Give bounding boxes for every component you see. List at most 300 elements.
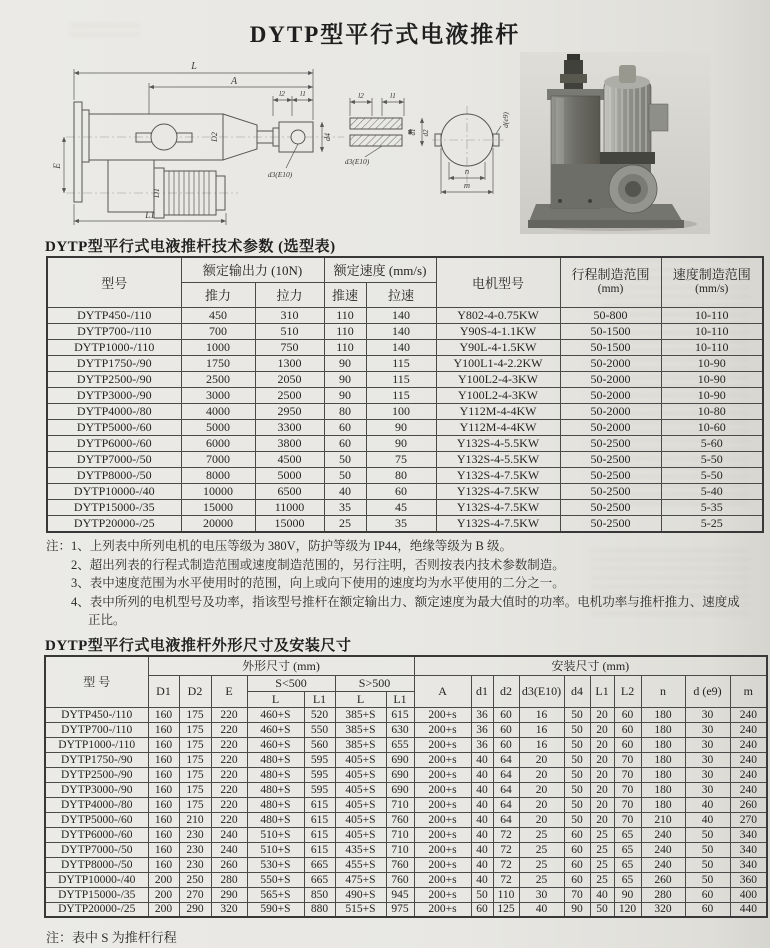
- col-speed-range-unit: (mm/s): [695, 283, 729, 296]
- table-row: [47, 435, 763, 451]
- value-cell: 6500: [255, 483, 324, 499]
- value-cell: 515+S: [335, 902, 386, 917]
- value-cell: 50: [685, 872, 730, 887]
- value-cell: 65: [614, 827, 641, 842]
- value-cell: 455+S: [335, 857, 386, 872]
- value-cell: Y132S-4-7.5KW: [436, 515, 560, 532]
- value-cell: 70: [614, 767, 641, 782]
- table-row: [47, 355, 763, 371]
- value-cell: 6000: [181, 435, 255, 451]
- value-cell: 260: [641, 872, 685, 887]
- table-row: [47, 371, 763, 387]
- value-cell: 435+S: [335, 842, 386, 857]
- value-cell: 690: [386, 767, 414, 782]
- table-row: [47, 387, 763, 403]
- value-cell: 25: [590, 842, 614, 857]
- value-cell: 50-2500: [560, 499, 661, 515]
- model-cell: DYTP6000-/60: [47, 435, 181, 451]
- col-n: n: [641, 675, 685, 707]
- value-cell: 200+s: [414, 857, 471, 872]
- value-cell: 5-60: [661, 435, 763, 451]
- value-cell: 50: [590, 902, 614, 917]
- value-cell: 710: [386, 797, 414, 812]
- value-cell: 20000: [181, 515, 255, 532]
- value-cell: 10-110: [661, 323, 763, 339]
- value-cell: 160: [148, 707, 179, 722]
- value-cell: 270: [730, 812, 767, 827]
- model-cell: DYTP4000-/80: [47, 403, 181, 419]
- value-cell: 160: [148, 737, 179, 752]
- col-push-force: 推力: [181, 282, 255, 307]
- value-cell: 25: [324, 515, 366, 532]
- col-pull-speed: 拉速: [366, 282, 436, 307]
- value-cell: 290: [211, 887, 247, 902]
- col-d2: d2: [493, 675, 519, 707]
- model-cell: DYTP10000-/40: [47, 483, 181, 499]
- technical-drawing: [52, 56, 514, 234]
- value-cell: 480+S: [247, 797, 304, 812]
- value-cell: Y132S-4-5.5KW: [436, 451, 560, 467]
- value-cell: 560: [304, 737, 335, 752]
- value-cell: 880: [304, 902, 335, 917]
- value-cell: 50-2500: [560, 515, 661, 532]
- value-cell: 110: [324, 323, 366, 339]
- value-cell: 40: [590, 887, 614, 902]
- table-row: [45, 797, 767, 812]
- notes-label: 注：: [46, 539, 72, 553]
- value-cell: 60: [324, 419, 366, 435]
- value-cell: 220: [211, 797, 247, 812]
- model-cell: DYTP7000-/50: [47, 451, 181, 467]
- value-cell: 40: [471, 782, 493, 797]
- value-cell: 60: [564, 872, 590, 887]
- value-cell: 70: [614, 812, 641, 827]
- value-cell: 115: [366, 371, 436, 387]
- col-d-e9: d (e9): [685, 675, 730, 707]
- value-cell: 615: [304, 797, 335, 812]
- dim-label-l2: l2: [279, 89, 285, 98]
- table-row: [45, 812, 767, 827]
- value-cell: 180: [641, 752, 685, 767]
- model-cell: DYTP450-/110: [45, 707, 148, 722]
- col-stroke-range-label: 行程制造范围: [571, 267, 650, 283]
- value-cell: 700: [181, 323, 255, 339]
- col-A: A: [414, 675, 471, 707]
- value-cell: 10-110: [661, 307, 763, 323]
- value-cell: 200+s: [414, 812, 471, 827]
- notes-block: [46, 537, 752, 630]
- value-cell: 8000: [181, 467, 255, 483]
- value-cell: 2950: [255, 403, 324, 419]
- table-row: [45, 737, 767, 752]
- dim-label-l1: l1: [300, 89, 306, 98]
- value-cell: 175: [179, 737, 211, 752]
- value-cell: 20: [519, 767, 564, 782]
- value-cell: 20: [519, 797, 564, 812]
- product-photo: [520, 52, 710, 234]
- value-cell: 60: [471, 902, 493, 917]
- value-cell: 140: [366, 339, 436, 355]
- value-cell: 750: [255, 339, 324, 355]
- value-cell: 460+S: [247, 722, 304, 737]
- value-cell: 11000: [255, 499, 324, 515]
- value-cell: 655: [386, 737, 414, 752]
- col-L1-lt: L1: [304, 691, 335, 707]
- value-cell: 20: [590, 722, 614, 737]
- value-cell: 50-2000: [560, 419, 661, 435]
- value-cell: 15000: [181, 499, 255, 515]
- value-cell: 210: [179, 812, 211, 827]
- model-cell: DYTP1000-/110: [47, 339, 181, 355]
- col-speed-range-label: 速度制造范围: [672, 267, 751, 283]
- value-cell: 160: [148, 752, 179, 767]
- value-cell: 120: [614, 902, 641, 917]
- value-cell: 40: [685, 797, 730, 812]
- table-row: [47, 483, 763, 499]
- col-d1: d1: [471, 675, 493, 707]
- value-cell: 595: [304, 752, 335, 767]
- value-cell: 90: [324, 355, 366, 371]
- value-cell: 760: [386, 857, 414, 872]
- col-E: E: [211, 675, 247, 707]
- value-cell: 50-2500: [560, 467, 661, 483]
- value-cell: 310: [255, 307, 324, 323]
- table-row: [47, 339, 763, 355]
- value-cell: 50: [324, 451, 366, 467]
- value-cell: 200+s: [414, 752, 471, 767]
- value-cell: 40: [471, 752, 493, 767]
- value-cell: 450: [181, 307, 255, 323]
- value-cell: 100: [366, 403, 436, 419]
- value-cell: 20: [590, 752, 614, 767]
- value-cell: 40: [471, 857, 493, 872]
- value-cell: 20: [590, 797, 614, 812]
- value-cell: 180: [641, 737, 685, 752]
- dim-label-L: L: [191, 61, 197, 72]
- value-cell: 30: [685, 752, 730, 767]
- value-cell: 280: [211, 872, 247, 887]
- value-cell: 72: [493, 827, 519, 842]
- value-cell: 60: [614, 737, 641, 752]
- value-cell: 20: [519, 752, 564, 767]
- table-row: [47, 419, 763, 435]
- value-cell: 5-35: [661, 499, 763, 515]
- value-cell: 2500: [181, 371, 255, 387]
- value-cell: 385+S: [335, 722, 386, 737]
- value-cell: 240: [211, 842, 247, 857]
- value-cell: 50: [685, 827, 730, 842]
- value-cell: 50: [685, 842, 730, 857]
- value-cell: 36: [471, 707, 493, 722]
- col-s-lt-500: S<500: [247, 675, 335, 691]
- col-model: 型 号: [45, 656, 148, 707]
- value-cell: 10-90: [661, 387, 763, 403]
- value-cell: 40: [471, 797, 493, 812]
- col-outline-group: 外形尺寸 (mm): [148, 656, 414, 675]
- note-item: 2、超出列表的行程式制造范围或速度制造范围的，另行注明，否则按表内技术参数制造。: [71, 557, 565, 572]
- value-cell: Y100L1-4-2.2KW: [436, 355, 560, 371]
- value-cell: Y132S-4-7.5KW: [436, 499, 560, 515]
- value-cell: 200+s: [414, 737, 471, 752]
- value-cell: 510: [255, 323, 324, 339]
- col-speed-range: [661, 257, 763, 307]
- value-cell: 760: [386, 872, 414, 887]
- value-cell: 20: [590, 767, 614, 782]
- value-cell: 20: [519, 812, 564, 827]
- dim-label-D2: D2: [210, 132, 219, 142]
- value-cell: 20: [590, 707, 614, 722]
- model-cell: DYTP1000-/110: [45, 737, 148, 752]
- value-cell: 615: [304, 842, 335, 857]
- value-cell: 25: [519, 857, 564, 872]
- value-cell: 50: [564, 812, 590, 827]
- value-cell: Y90L-4-1.5KW: [436, 339, 560, 355]
- value-cell: 20: [590, 812, 614, 827]
- value-cell: 760: [386, 812, 414, 827]
- value-cell: Y100L2-4-3KW: [436, 387, 560, 403]
- value-cell: 220: [211, 707, 247, 722]
- value-cell: 530+S: [247, 857, 304, 872]
- value-cell: 175: [179, 767, 211, 782]
- value-cell: 360: [730, 872, 767, 887]
- value-cell: 125: [493, 902, 519, 917]
- col-install-group: 安装尺寸 (mm): [414, 656, 767, 675]
- value-cell: 220: [211, 737, 247, 752]
- value-cell: 70: [614, 782, 641, 797]
- value-cell: 405+S: [335, 782, 386, 797]
- value-cell: 5000: [255, 467, 324, 483]
- value-cell: 50-800: [560, 307, 661, 323]
- value-cell: 50-2000: [560, 403, 661, 419]
- value-cell: 40: [685, 812, 730, 827]
- col-push-speed: 推速: [324, 282, 366, 307]
- value-cell: 200: [148, 872, 179, 887]
- value-cell: 16: [519, 722, 564, 737]
- col-pull-force: 拉力: [255, 282, 324, 307]
- col-d3E10: d3(E10): [519, 675, 564, 707]
- value-cell: 40: [324, 483, 366, 499]
- value-cell: 550+S: [247, 872, 304, 887]
- value-cell: 180: [641, 707, 685, 722]
- value-cell: 590+S: [247, 902, 304, 917]
- value-cell: 10000: [181, 483, 255, 499]
- model-cell: DYTP5000-/60: [45, 812, 148, 827]
- value-cell: 50: [564, 707, 590, 722]
- value-cell: 180: [641, 797, 685, 812]
- value-cell: 10-110: [661, 339, 763, 355]
- model-cell: DYTP15000-/35: [47, 499, 181, 515]
- value-cell: Y112M-4-4KW: [436, 403, 560, 419]
- value-cell: 45: [366, 499, 436, 515]
- value-cell: 1750: [181, 355, 255, 371]
- value-cell: 4000: [181, 403, 255, 419]
- value-cell: 200+s: [414, 872, 471, 887]
- dim-label-sec-d1: d1: [409, 128, 417, 136]
- value-cell: 50: [564, 767, 590, 782]
- value-cell: 20: [590, 737, 614, 752]
- value-cell: 20: [519, 782, 564, 797]
- col-L-lt: L: [247, 691, 304, 707]
- value-cell: 280: [641, 887, 685, 902]
- value-cell: 240: [730, 737, 767, 752]
- value-cell: 5-40: [661, 483, 763, 499]
- value-cell: 30: [685, 767, 730, 782]
- col-L2: L2: [614, 675, 641, 707]
- value-cell: 35: [366, 515, 436, 532]
- value-cell: 70: [614, 797, 641, 812]
- model-cell: DYTP3000-/90: [45, 782, 148, 797]
- col-rated-speed-group: 额定速度 (mm/s): [324, 257, 436, 282]
- section-title-dimensions: DYTP型平行式电液推杆外形尺寸及安装尺寸: [45, 638, 352, 654]
- value-cell: 340: [730, 827, 767, 842]
- value-cell: 260: [730, 797, 767, 812]
- table-row: [47, 499, 763, 515]
- value-cell: 175: [179, 707, 211, 722]
- value-cell: 260: [211, 857, 247, 872]
- value-cell: 850: [304, 887, 335, 902]
- value-cell: 3300: [255, 419, 324, 435]
- value-cell: 140: [366, 323, 436, 339]
- value-cell: 480+S: [247, 782, 304, 797]
- value-cell: Y112M-4-4KW: [436, 419, 560, 435]
- value-cell: 180: [641, 767, 685, 782]
- value-cell: 115: [366, 387, 436, 403]
- table-row: [47, 451, 763, 467]
- value-cell: 220: [211, 752, 247, 767]
- value-cell: 5000: [181, 419, 255, 435]
- value-cell: 10-60: [661, 419, 763, 435]
- dim-label-L1: L1: [145, 210, 155, 220]
- table-row: [45, 752, 767, 767]
- value-cell: 65: [614, 857, 641, 872]
- model-cell: DYTP20000-/25: [47, 515, 181, 532]
- value-cell: 160: [148, 767, 179, 782]
- value-cell: 270: [179, 887, 211, 902]
- model-cell: DYTP10000-/40: [45, 872, 148, 887]
- col-L-gt: L: [335, 691, 386, 707]
- value-cell: 200+s: [414, 722, 471, 737]
- value-cell: 2050: [255, 371, 324, 387]
- value-cell: 60: [614, 722, 641, 737]
- table2-footnote: 注：表中 S 为推杆行程: [46, 930, 177, 945]
- value-cell: 50: [564, 782, 590, 797]
- value-cell: 36: [471, 722, 493, 737]
- table-row: [45, 722, 767, 737]
- note-item: 4、表中所列的电机型号及功率，指该型号推杆在额定输出力、额定速度为最大值时的功率。电机功率与推杆推力、速度成正比。: [71, 594, 740, 627]
- value-cell: 90: [564, 902, 590, 917]
- value-cell: 2500: [255, 387, 324, 403]
- value-cell: 16: [519, 737, 564, 752]
- value-cell: 7000: [181, 451, 255, 467]
- value-cell: 200+s: [414, 782, 471, 797]
- value-cell: 175: [179, 752, 211, 767]
- value-cell: 30: [685, 737, 730, 752]
- value-cell: 110: [324, 307, 366, 323]
- value-cell: 40: [519, 902, 564, 917]
- value-cell: 200+s: [414, 767, 471, 782]
- value-cell: 160: [148, 812, 179, 827]
- model-cell: DYTP8000-/50: [45, 857, 148, 872]
- dim-label-D1: D1: [152, 188, 161, 198]
- value-cell: 550: [304, 722, 335, 737]
- table-row: [45, 782, 767, 797]
- value-cell: 595: [304, 782, 335, 797]
- specs-table: [46, 256, 764, 533]
- value-cell: Y90S-4-1.1KW: [436, 323, 560, 339]
- col-D2: D2: [179, 675, 211, 707]
- value-cell: 40: [471, 842, 493, 857]
- table-row: [47, 323, 763, 339]
- value-cell: 25: [590, 857, 614, 872]
- dim-label-sec-l1: l1: [390, 91, 396, 100]
- value-cell: 50: [564, 752, 590, 767]
- value-cell: 50: [471, 887, 493, 902]
- value-cell: 160: [148, 827, 179, 842]
- value-cell: 460+S: [247, 707, 304, 722]
- value-cell: 15000: [255, 515, 324, 532]
- value-cell: 320: [211, 902, 247, 917]
- dim-label-d4: d4: [323, 133, 332, 141]
- value-cell: 200: [148, 887, 179, 902]
- value-cell: 160: [148, 782, 179, 797]
- value-cell: Y132S-4-7.5KW: [436, 467, 560, 483]
- value-cell: 10-90: [661, 355, 763, 371]
- value-cell: 520: [304, 707, 335, 722]
- value-cell: 200: [148, 902, 179, 917]
- value-cell: 180: [641, 722, 685, 737]
- value-cell: 40: [471, 872, 493, 887]
- value-cell: Y802-4-0.75KW: [436, 307, 560, 323]
- value-cell: 60: [324, 435, 366, 451]
- value-cell: 690: [386, 782, 414, 797]
- value-cell: 30: [519, 887, 564, 902]
- value-cell: 240: [730, 782, 767, 797]
- value-cell: 50-2000: [560, 371, 661, 387]
- col-stroke-range-unit: (mm): [597, 283, 624, 296]
- model-cell: DYTP2500-/90: [45, 767, 148, 782]
- value-cell: 50-2500: [560, 435, 661, 451]
- value-cell: 40: [471, 827, 493, 842]
- value-cell: 30: [685, 707, 730, 722]
- value-cell: 615: [304, 827, 335, 842]
- value-cell: 5-50: [661, 467, 763, 483]
- value-cell: 40: [471, 812, 493, 827]
- value-cell: 60: [685, 887, 730, 902]
- value-cell: 440: [730, 902, 767, 917]
- value-cell: 90: [366, 419, 436, 435]
- model-cell: DYTP700-/110: [47, 323, 181, 339]
- value-cell: 75: [366, 451, 436, 467]
- value-cell: 72: [493, 857, 519, 872]
- table-row: [45, 707, 767, 722]
- col-s-gt-500: S>500: [335, 675, 414, 691]
- value-cell: 4500: [255, 451, 324, 467]
- value-cell: 710: [386, 827, 414, 842]
- value-cell: 180: [641, 782, 685, 797]
- value-cell: 320: [641, 902, 685, 917]
- value-cell: 50: [564, 737, 590, 752]
- note-item: 3、表中速度范围为水平使用时的范围，向上或向下使用的速度均为水平使用的二分之一。: [71, 576, 565, 590]
- value-cell: 5-25: [661, 515, 763, 532]
- value-cell: 175: [179, 797, 211, 812]
- dim-label-n: n: [464, 166, 470, 176]
- table-row: [47, 515, 763, 532]
- value-cell: 630: [386, 722, 414, 737]
- value-cell: 510+S: [247, 842, 304, 857]
- col-d4: d4: [564, 675, 590, 707]
- section-title-specs: DYTP型平行式电液推杆技术参数 (选型表): [45, 239, 336, 255]
- value-cell: 385+S: [335, 707, 386, 722]
